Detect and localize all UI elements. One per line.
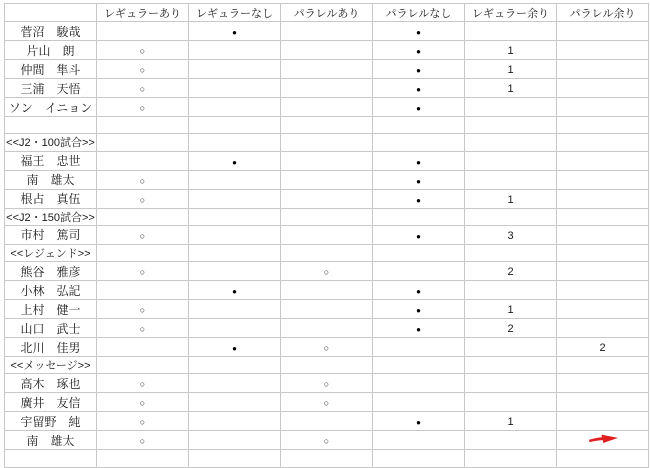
open-circle-mark: ○ bbox=[323, 398, 330, 409]
filled-circle-mark: ● bbox=[232, 287, 237, 297]
row-name: 北川 佳男 bbox=[5, 338, 97, 357]
data-cell bbox=[557, 151, 649, 170]
data-cell bbox=[281, 151, 373, 170]
open-circle-mark: ○ bbox=[139, 230, 146, 241]
data-cell bbox=[189, 244, 281, 261]
table-row bbox=[5, 225, 649, 244]
filled-circle-mark: ● bbox=[416, 28, 421, 37]
data-cell bbox=[281, 79, 373, 98]
filled-circle-mark: ● bbox=[416, 231, 421, 241]
data-cell bbox=[189, 450, 281, 467]
table-body bbox=[5, 22, 649, 468]
data-cell bbox=[465, 79, 557, 98]
data-cell bbox=[557, 393, 649, 412]
data-cell bbox=[281, 281, 373, 300]
data-cell bbox=[97, 189, 189, 208]
data-cell bbox=[373, 170, 465, 189]
data-cell bbox=[465, 41, 557, 60]
red-arrow-icon bbox=[587, 433, 619, 444]
open-circle-mark: ○ bbox=[139, 398, 146, 409]
data-cell bbox=[189, 22, 281, 41]
data-cell bbox=[281, 300, 373, 319]
data-cell bbox=[465, 60, 557, 79]
data-cell bbox=[189, 170, 281, 189]
data-cell bbox=[189, 281, 281, 300]
open-circle-mark: ○ bbox=[139, 194, 146, 205]
data-cell bbox=[97, 412, 189, 431]
row-name: 宇留野 純 bbox=[5, 412, 97, 431]
data-cell bbox=[189, 134, 281, 151]
table-row bbox=[5, 22, 649, 41]
data-cell bbox=[373, 41, 465, 60]
data-cell bbox=[189, 338, 281, 357]
table-row bbox=[5, 244, 649, 261]
data-cell bbox=[97, 170, 189, 189]
data-cell bbox=[281, 319, 373, 338]
data-cell bbox=[281, 134, 373, 151]
count-value: 2 bbox=[507, 323, 514, 336]
table-row bbox=[5, 393, 649, 412]
data-cell bbox=[373, 79, 465, 98]
data-cell bbox=[97, 41, 189, 60]
table-row bbox=[5, 431, 649, 450]
data-cell bbox=[189, 151, 281, 170]
data-cell bbox=[189, 79, 281, 98]
data-cell bbox=[373, 393, 465, 412]
data-cell bbox=[557, 319, 649, 338]
data-cell bbox=[465, 319, 557, 338]
data-cell bbox=[557, 374, 649, 393]
data-cell bbox=[189, 357, 281, 374]
filled-circle-mark: ● bbox=[416, 176, 421, 186]
count-value: 2 bbox=[507, 266, 514, 279]
count-value: 2 bbox=[599, 342, 606, 355]
filled-circle-mark: ● bbox=[232, 344, 237, 354]
data-cell bbox=[465, 431, 557, 450]
table-row bbox=[5, 151, 649, 170]
results-table bbox=[4, 3, 649, 468]
data-cell bbox=[373, 412, 465, 431]
data-cell bbox=[97, 244, 189, 261]
data-cell bbox=[557, 117, 649, 134]
data-cell bbox=[97, 357, 189, 374]
filled-circle-mark: ● bbox=[416, 325, 421, 335]
data-cell bbox=[557, 338, 649, 357]
table-row bbox=[5, 134, 649, 151]
row-name: 南 雄太 bbox=[5, 431, 97, 450]
column-header: レギュラーあり bbox=[97, 4, 189, 22]
row-name bbox=[5, 450, 97, 467]
data-cell bbox=[281, 117, 373, 134]
data-cell bbox=[97, 151, 189, 170]
row-name: 福王 忠世 bbox=[5, 151, 97, 170]
open-circle-mark: ○ bbox=[323, 267, 330, 278]
row-name: ソン イニョン bbox=[5, 98, 97, 117]
data-cell bbox=[465, 151, 557, 170]
data-cell bbox=[281, 41, 373, 60]
data-cell bbox=[557, 300, 649, 319]
data-cell bbox=[281, 412, 373, 431]
filled-circle-mark: ● bbox=[416, 66, 421, 75]
data-cell bbox=[97, 208, 189, 225]
data-cell bbox=[281, 374, 373, 393]
filled-circle-mark: ● bbox=[416, 85, 421, 94]
data-cell bbox=[97, 262, 189, 281]
data-cell bbox=[281, 262, 373, 281]
header-row bbox=[5, 4, 649, 22]
data-cell bbox=[465, 225, 557, 244]
data-cell bbox=[557, 189, 649, 208]
data-cell bbox=[465, 374, 557, 393]
data-cell bbox=[281, 393, 373, 412]
data-cell bbox=[281, 225, 373, 244]
row-name: 片山 朗 bbox=[5, 41, 97, 60]
data-cell bbox=[465, 412, 557, 431]
open-circle-mark: ○ bbox=[323, 436, 330, 447]
column-header bbox=[5, 4, 97, 22]
data-cell bbox=[373, 22, 465, 41]
data-cell bbox=[281, 22, 373, 41]
row-name: 三浦 天悟 bbox=[5, 79, 97, 98]
row-name: 小林 弘記 bbox=[5, 281, 97, 300]
column-header: パラレル余り bbox=[557, 4, 649, 22]
data-cell bbox=[557, 357, 649, 374]
section-label: <<レジェンド>> bbox=[5, 244, 97, 261]
data-cell bbox=[373, 262, 465, 281]
data-cell bbox=[557, 41, 649, 60]
data-cell bbox=[465, 170, 557, 189]
data-cell bbox=[557, 412, 649, 431]
data-cell bbox=[557, 60, 649, 79]
count-value: 1 bbox=[507, 64, 514, 76]
data-cell bbox=[557, 244, 649, 261]
data-cell bbox=[97, 338, 189, 357]
row-name: 仲間 隼斗 bbox=[5, 60, 97, 79]
data-cell bbox=[189, 300, 281, 319]
open-circle-mark: ○ bbox=[139, 436, 146, 447]
table-row bbox=[5, 262, 649, 281]
open-circle-mark: ○ bbox=[139, 305, 146, 316]
filled-circle-mark: ● bbox=[232, 28, 237, 37]
data-cell bbox=[281, 450, 373, 467]
data-cell bbox=[97, 225, 189, 244]
data-cell bbox=[281, 357, 373, 374]
row-name: 熊谷 雅彦 bbox=[5, 262, 97, 281]
table-row bbox=[5, 79, 649, 98]
row-name: 市村 篤司 bbox=[5, 225, 97, 244]
data-cell bbox=[97, 98, 189, 117]
data-cell bbox=[465, 134, 557, 151]
data-cell bbox=[557, 22, 649, 41]
data-cell bbox=[97, 431, 189, 450]
data-cell bbox=[465, 244, 557, 261]
filled-circle-mark: ● bbox=[416, 47, 421, 56]
filled-circle-mark: ● bbox=[416, 306, 421, 316]
data-cell bbox=[465, 338, 557, 357]
data-cell bbox=[373, 357, 465, 374]
row-name: 山口 武士 bbox=[5, 319, 97, 338]
table-row bbox=[5, 170, 649, 189]
row-name: 根占 真伍 bbox=[5, 189, 97, 208]
table-row bbox=[5, 450, 649, 467]
table-row bbox=[5, 189, 649, 208]
data-cell bbox=[281, 189, 373, 208]
data-cell bbox=[281, 338, 373, 357]
data-cell bbox=[465, 117, 557, 134]
open-circle-mark: ○ bbox=[139, 103, 146, 113]
data-cell bbox=[373, 208, 465, 225]
data-cell bbox=[97, 22, 189, 41]
data-cell bbox=[189, 374, 281, 393]
data-cell bbox=[97, 450, 189, 467]
data-cell bbox=[465, 450, 557, 467]
data-cell bbox=[281, 208, 373, 225]
data-cell bbox=[557, 79, 649, 98]
row-name: 上村 健一 bbox=[5, 300, 97, 319]
column-header: レギュラーなし bbox=[189, 4, 281, 22]
table-row bbox=[5, 60, 649, 79]
table-row bbox=[5, 374, 649, 393]
table-row bbox=[5, 338, 649, 357]
data-cell bbox=[465, 300, 557, 319]
table-row bbox=[5, 98, 649, 117]
data-cell bbox=[557, 170, 649, 189]
data-cell bbox=[189, 117, 281, 134]
data-cell bbox=[557, 134, 649, 151]
data-cell bbox=[189, 60, 281, 79]
open-circle-mark: ○ bbox=[139, 324, 146, 335]
table-header bbox=[5, 4, 649, 22]
data-cell bbox=[373, 189, 465, 208]
data-cell bbox=[373, 300, 465, 319]
open-circle-mark: ○ bbox=[139, 46, 146, 56]
data-cell bbox=[97, 60, 189, 79]
count-value: 1 bbox=[507, 304, 514, 317]
table-row bbox=[5, 412, 649, 431]
open-circle-mark: ○ bbox=[139, 175, 146, 186]
data-cell bbox=[557, 450, 649, 467]
data-cell bbox=[557, 225, 649, 244]
data-cell bbox=[97, 393, 189, 412]
data-cell bbox=[189, 412, 281, 431]
data-cell bbox=[373, 281, 465, 300]
filled-circle-mark: ● bbox=[232, 157, 237, 167]
data-cell bbox=[373, 98, 465, 117]
data-cell bbox=[189, 189, 281, 208]
data-cell bbox=[373, 60, 465, 79]
data-cell bbox=[465, 22, 557, 41]
section-label: <<メッセージ>> bbox=[5, 357, 97, 374]
data-cell bbox=[189, 431, 281, 450]
data-cell bbox=[465, 189, 557, 208]
data-cell bbox=[373, 319, 465, 338]
data-cell bbox=[465, 357, 557, 374]
data-cell bbox=[373, 117, 465, 134]
data-cell bbox=[373, 338, 465, 357]
data-cell bbox=[281, 431, 373, 450]
data-cell bbox=[189, 41, 281, 60]
table-row bbox=[5, 208, 649, 225]
data-cell bbox=[189, 319, 281, 338]
data-cell bbox=[281, 98, 373, 117]
data-cell bbox=[97, 319, 189, 338]
data-cell bbox=[97, 79, 189, 98]
open-circle-mark: ○ bbox=[323, 379, 330, 390]
data-cell bbox=[465, 98, 557, 117]
data-cell bbox=[189, 262, 281, 281]
count-value: 1 bbox=[507, 45, 514, 57]
data-cell bbox=[557, 98, 649, 117]
data-cell bbox=[465, 281, 557, 300]
row-name bbox=[5, 117, 97, 134]
row-name: 菅沼 駿哉 bbox=[5, 22, 97, 41]
open-circle-mark: ○ bbox=[139, 65, 146, 75]
table-row bbox=[5, 357, 649, 374]
table-row bbox=[5, 319, 649, 338]
filled-circle-mark: ● bbox=[416, 287, 421, 297]
table-row bbox=[5, 41, 649, 60]
data-cell bbox=[281, 244, 373, 261]
section-label: <<J2・100試合>> bbox=[5, 134, 97, 151]
data-cell bbox=[189, 225, 281, 244]
column-header: パラレルなし bbox=[373, 4, 465, 22]
table-row bbox=[5, 117, 649, 134]
data-cell bbox=[465, 393, 557, 412]
filled-circle-mark: ● bbox=[416, 418, 421, 428]
data-cell bbox=[557, 208, 649, 225]
data-cell bbox=[97, 117, 189, 134]
data-cell bbox=[373, 134, 465, 151]
data-cell bbox=[557, 262, 649, 281]
table-row bbox=[5, 281, 649, 300]
column-header: レギュラー余り bbox=[465, 4, 557, 22]
open-circle-mark: ○ bbox=[139, 417, 146, 428]
open-circle-mark: ○ bbox=[139, 84, 146, 94]
open-circle-mark: ○ bbox=[323, 343, 330, 354]
filled-circle-mark: ● bbox=[416, 195, 421, 205]
data-cell bbox=[373, 151, 465, 170]
data-cell bbox=[373, 244, 465, 261]
data-cell bbox=[281, 60, 373, 79]
open-circle-mark: ○ bbox=[139, 267, 146, 278]
data-cell bbox=[373, 450, 465, 467]
filled-circle-mark: ● bbox=[416, 104, 421, 113]
count-value: 1 bbox=[507, 83, 514, 95]
count-value: 3 bbox=[507, 229, 514, 242]
data-cell bbox=[97, 374, 189, 393]
row-name: 南 雄太 bbox=[5, 170, 97, 189]
data-cell bbox=[97, 300, 189, 319]
open-circle-mark: ○ bbox=[139, 379, 146, 390]
data-cell bbox=[465, 208, 557, 225]
row-name: 廣井 友信 bbox=[5, 393, 97, 412]
section-label: <<J2・150試合>> bbox=[5, 208, 97, 225]
data-cell bbox=[189, 208, 281, 225]
data-cell bbox=[373, 431, 465, 450]
count-value: 1 bbox=[507, 193, 514, 206]
data-cell bbox=[189, 393, 281, 412]
data-cell bbox=[97, 134, 189, 151]
row-name: 高木 琢也 bbox=[5, 374, 97, 393]
table-row bbox=[5, 300, 649, 319]
data-cell bbox=[465, 262, 557, 281]
data-cell bbox=[189, 98, 281, 117]
count-value: 1 bbox=[507, 416, 514, 429]
data-cell bbox=[373, 374, 465, 393]
data-cell bbox=[281, 170, 373, 189]
column-header: パラレルあり bbox=[281, 4, 373, 22]
filled-circle-mark: ● bbox=[416, 157, 421, 167]
data-cell bbox=[557, 281, 649, 300]
data-cell bbox=[373, 225, 465, 244]
data-cell bbox=[557, 431, 649, 450]
data-cell bbox=[97, 281, 189, 300]
